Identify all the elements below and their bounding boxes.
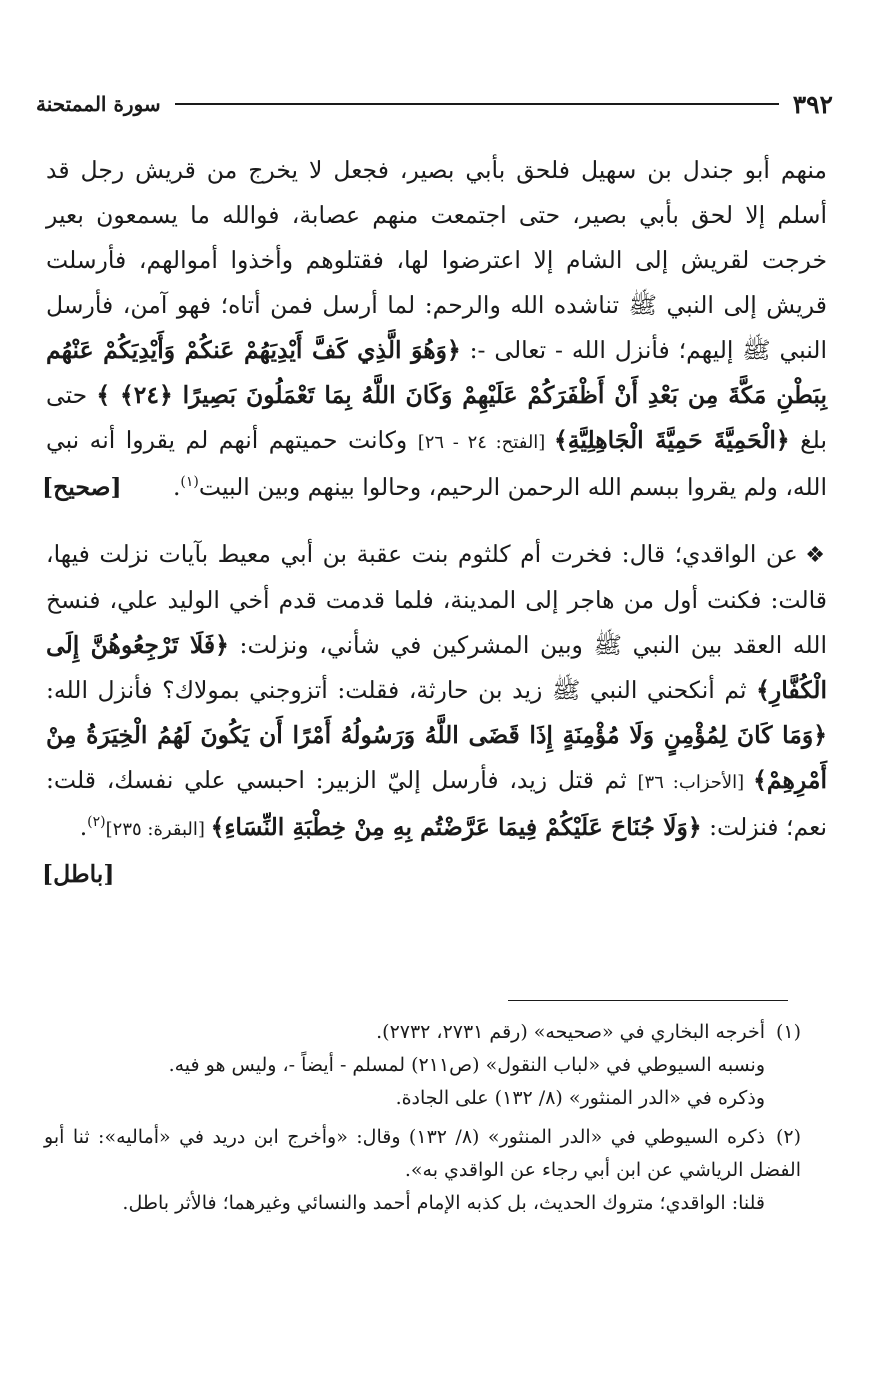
paragraph-2 bbox=[42, 532, 828, 888]
page-number: ٣٩٢ bbox=[792, 89, 833, 119]
footnote-1-continued: وذكره في «الدر المنثور» (٨/ ١٣٢) على الجادة. bbox=[395, 1087, 765, 1109]
hadith-grade: [صحيح] bbox=[42, 473, 122, 501]
quran-verse: ﴿وَهُوَ الَّذِي كَفَّ أَيْدِيَهُمْ عَنكُمْ وَأَيْدِيَكُمْ عَنْهُم بِبَطْنِ مَكَّةَ مِن بَعْدِ أَنْ أَظْفَرَكُمْ عَلَيْهِمْ وَكَانَ اللَّهُ بِمَا تَعْمَلُونَ بَصِيرًا ﴿٢٤﴾ ﴾ bbox=[46, 336, 827, 409]
para1-end: . bbox=[172, 473, 181, 501]
footnote-text: ذكره السيوطي في «الدر المنثور» (٨/ ١٣٢) وقال: «وأخرج ابن دريد في «أماليه»: ثنا أبو الفضل الرياشي عن ابن أبي رجاء عن الواقدي به». bbox=[44, 1126, 801, 1181]
main-text bbox=[42, 148, 828, 897]
verse-reference: [البقرة: ٢٣٥] bbox=[105, 819, 211, 840]
footnote-marker: (٢) bbox=[87, 814, 106, 831]
footnote-1-continued: ونسبه السيوطي في «لباب النقول» (ص٢١١) لمسلم - أيضاً -، وليس هو فيه. bbox=[168, 1054, 765, 1076]
footnotes bbox=[44, 1016, 801, 1220]
para1-text-c: وكانت حميتهم أنهم لم يقروا أنه نبي الله، ولم يقروا ببسم الله الرحمن الرحيم، وحالوا بينهم وبين البيت bbox=[46, 426, 827, 501]
quran-verse: ﴿الْحَمِيَّةَ حَمِيَّةَ الْجَاهِلِيَّةِ﴾ bbox=[554, 426, 790, 454]
quran-verse: ﴿فَلَا تَرْجِعُوهُنَّ إِلَى الْكُفَّارِ﴾ bbox=[46, 631, 827, 704]
hadith-grade: [باطل] bbox=[42, 860, 115, 888]
para1-text-a: منهم أبو جندل بن سهيل فلحق بأبي بصير، فجعل لا يخرج من قريش رجل قد أسلم إلا لحق بأبي بصير، حتى اجتمعت منهم عصابة، فوالله ما يسمعون بعير خرجت لقريش إلى الشام إلا اعترضوا لها، فقتلوهم وأخذوا أموالهم، فأرسلت قريش إلى النبي ﷺ تناشده الله والرحم: لما أرسل فمن أتاه؛ فهو آمن، فأرسل النبي ﷺ إليهم؛ فأنزل الله - تعالى -: bbox=[46, 156, 827, 364]
verse-reference: [الفتح: ٢٤ - ٢٦] bbox=[417, 432, 555, 453]
para2-text-a: عن الواقدي؛ قال: فخرت أم كلثوم بنت عقبة بن أبي معيط بآيات نزلت فيها، قالت: فكنت أول من هاجر إلى المدينة، فلما قدمت قدم أخي الوليد علي، فنسخ الله العقد بين النبي ﷺ وبين المشركين في شأني، ونزلت: bbox=[46, 540, 827, 659]
quran-verse: ﴿وَلَا جُنَاحَ عَلَيْكُمْ فِيمَا عَرَّضْتُم بِهِ مِنْ خِطْبَةِ النِّسَاءِ﴾ bbox=[210, 813, 702, 841]
para1-text-b: حتى بلغ bbox=[46, 381, 827, 454]
header-rule bbox=[175, 103, 779, 105]
footnote-number: (٢) bbox=[775, 1126, 801, 1148]
paragraph-1 bbox=[42, 148, 827, 510]
paragraph-gap bbox=[46, 510, 827, 532]
footnote-text: أخرجه البخاري في «صحيحه» (رقم ٢٧٣١، ٢٧٣٢). bbox=[376, 1021, 765, 1043]
footnote-marker: (١) bbox=[180, 474, 199, 491]
surah-name: سورة الممتحنة bbox=[36, 92, 161, 116]
footnote-2-continued: قلنا: الواقدي؛ متروك الحديث، بل كذبه الإمام أحمد والنسائي وغيرهما؛ فالأثر باطل. bbox=[122, 1192, 765, 1214]
para2-end: . bbox=[79, 813, 88, 841]
verse-reference: [الأحزاب: ٣٦] bbox=[637, 772, 754, 793]
footnote-1 bbox=[44, 1016, 801, 1049]
para2-text-b: ثم أنكحني النبي ﷺ زيد بن حارثة، فقلت: أتزوجني بمولاك؟ فأنزل الله: bbox=[46, 676, 757, 704]
page-header bbox=[36, 82, 833, 126]
para2-text-c: ثم قتل زيد، فأرسل إليّ الزبير: احبسي علي نفسك، قلت: نعم؛ فنزلت: bbox=[46, 766, 827, 841]
diamond-bullet-icon: ❖ bbox=[805, 543, 828, 568]
footnote-number: (١) bbox=[775, 1021, 801, 1043]
footnote-2 bbox=[44, 1121, 801, 1187]
quran-verse: ﴿وَمَا كَانَ لِمُؤْمِنٍ وَلَا مُؤْمِنَةٍ إِذَا قَضَى اللَّهُ وَرَسُولُهُ أَمْرًا أَن يَكُونَ لَهُمُ الْخِيَرَةُ مِنْ أَمْرِهِمْ﴾ bbox=[46, 721, 827, 794]
footnote-separator bbox=[508, 1000, 788, 1001]
